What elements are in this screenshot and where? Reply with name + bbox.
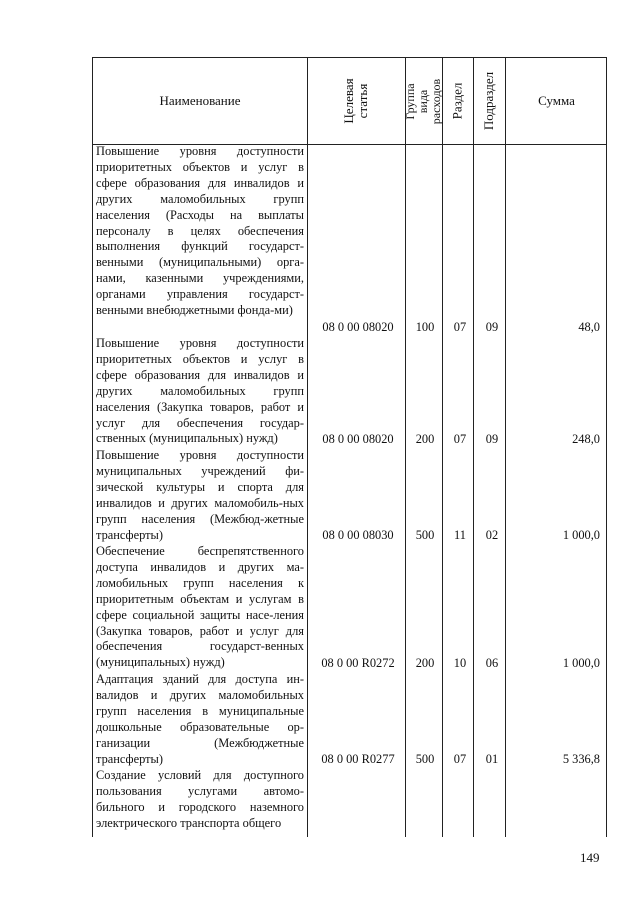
header-group-cell bbox=[405, 58, 442, 144]
row-group: 500 bbox=[415, 752, 435, 766]
header-target: Целевая статья bbox=[341, 78, 370, 124]
row-group: 200 bbox=[415, 656, 435, 670]
row-target: 08 0 00 08020 bbox=[322, 432, 394, 446]
header-expense-group: Группа вида расходов bbox=[403, 78, 443, 124]
page-number: 149 bbox=[580, 850, 600, 865]
row-target: 08 0 00 08020 bbox=[322, 320, 394, 334]
row-amount: 48,0 bbox=[578, 320, 600, 334]
row-section: 10 bbox=[453, 656, 467, 670]
header-amount: Сумма bbox=[538, 93, 575, 108]
row-subsection: 02 bbox=[485, 528, 499, 542]
row-subsection: 09 bbox=[485, 320, 499, 334]
header-target-cell bbox=[307, 58, 405, 144]
row-name: Повышение уровня доступности приоритетных объектов и услуг в сфере образования для инвалидов и других маломобильных групп населения (Закупка товаров, работ и услуг для обеспечения государ-ственных (муниципальных) нужд) bbox=[96, 336, 304, 446]
header-name-cell bbox=[93, 58, 307, 144]
column-divider bbox=[307, 58, 308, 837]
row-subsection: 01 bbox=[485, 752, 499, 766]
budget-table bbox=[92, 57, 607, 837]
row-group: 200 bbox=[415, 432, 435, 446]
header-amount-cell bbox=[505, 58, 608, 144]
row-target: 08 0 00 R0277 bbox=[321, 752, 395, 766]
row-section: 11 bbox=[454, 528, 466, 542]
row-amount: 1 000,0 bbox=[562, 528, 600, 542]
row-group: 100 bbox=[415, 320, 435, 334]
row-name: Повышение уровня доступности приоритетных объектов и услуг в сфере образования для инвалидов и других маломобильных групп населения (Расходы на выплаты персоналу в целях обеспечения выполнения функций государст-венными (муниципальными) орга-нами, казенными учреждениями, органами управления государст-венными внебюджетными фонда-ми) bbox=[96, 144, 304, 318]
column-divider bbox=[405, 58, 406, 837]
header-subsection-cell bbox=[473, 58, 505, 144]
row-subsection: 06 bbox=[485, 656, 499, 670]
row-amount: 248,0 bbox=[572, 432, 600, 446]
header-section: Раздел bbox=[449, 82, 465, 120]
row-section: 07 bbox=[453, 752, 467, 766]
header-section-cell bbox=[442, 58, 473, 144]
row-subsection: 09 bbox=[485, 432, 499, 446]
row-name: Обеспечение беспрепятственного доступа инвалидов и других ма-ломобильных групп населения к приоритетным объектам и услугам в сфере социальной защиты насе-ления (Закупка товаров, работ и услуг для обеспечения государст-венных (муниципальных) нужд) bbox=[96, 544, 304, 670]
header-subsection: Подраздел bbox=[481, 71, 497, 131]
row-section: 07 bbox=[453, 432, 467, 446]
row-section: 07 bbox=[453, 320, 467, 334]
header-name: Наименование bbox=[159, 93, 241, 108]
row-name: Повышение уровня доступности муниципальных учреждений фи-зической культуры и спорта для инвалидов и других маломобиль-ных групп населения (Межбюд-жетные трансферты) bbox=[96, 448, 304, 542]
row-amount: 1 000,0 bbox=[562, 656, 600, 670]
row-name: Создание условий для доступного пользования услугами автомо-бильного и городского наземного электрического транспорта общего bbox=[96, 768, 304, 830]
row-name: Адаптация зданий для доступа ин-валидов и других маломобильных групп населения в муниципальные дошкольные образовательные ор-ганизации (Межбюджетные трансферты) bbox=[96, 672, 304, 766]
row-group: 500 bbox=[415, 528, 435, 542]
row-target: 08 0 00 R0272 bbox=[321, 656, 395, 670]
row-target: 08 0 00 08030 bbox=[322, 528, 394, 542]
row-amount: 5 336,8 bbox=[562, 752, 600, 766]
